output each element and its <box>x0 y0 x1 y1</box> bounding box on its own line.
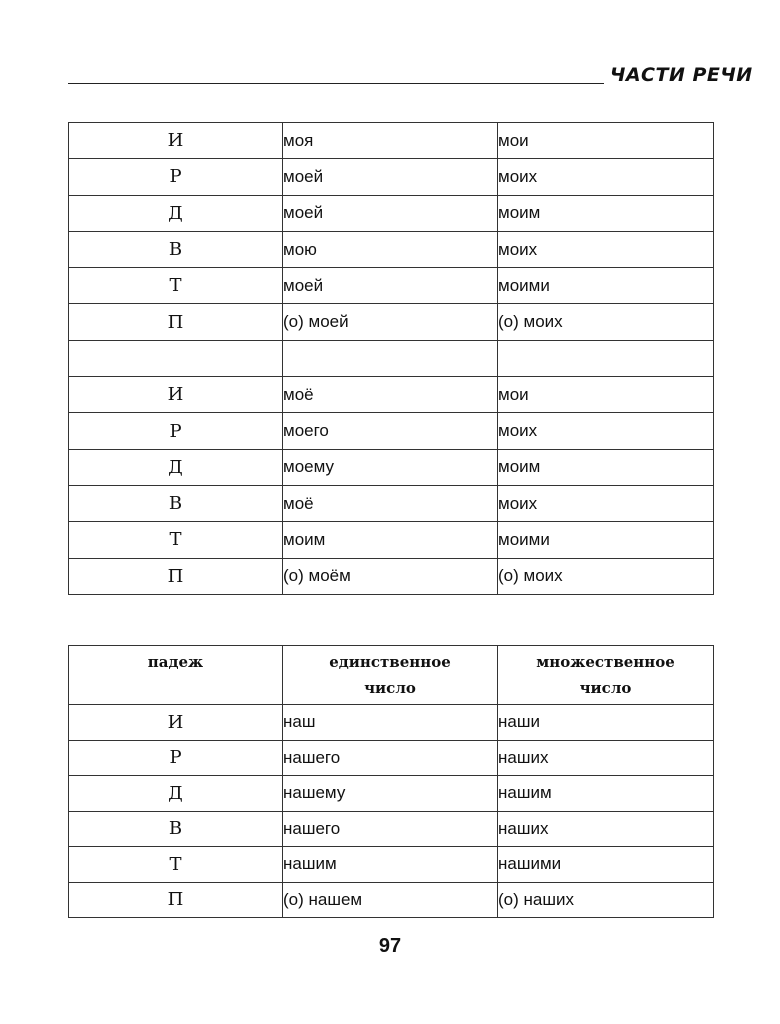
pronoun-moy-declension-table <box>68 122 714 595</box>
plural-cell: наши <box>498 705 714 741</box>
table-row <box>69 123 714 159</box>
singular-cell <box>283 340 498 376</box>
column-header-singular <box>283 646 498 705</box>
singular-cell: моей <box>283 195 498 231</box>
case-cell: П <box>69 304 283 340</box>
table-row <box>69 413 714 449</box>
table-row <box>69 159 714 195</box>
plural-cell: моих <box>498 413 714 449</box>
column-header-plural <box>498 646 714 705</box>
plural-cell <box>498 340 714 376</box>
plural-cell: моих <box>498 231 714 267</box>
singular-cell: (о) моём <box>283 558 498 594</box>
singular-cell: моему <box>283 449 498 485</box>
case-cell: И <box>69 705 283 741</box>
section-title: ЧАСТИ РЕЧИ <box>610 64 753 86</box>
case-cell <box>69 340 283 376</box>
case-cell: Р <box>69 413 283 449</box>
plural-cell: моих <box>498 485 714 521</box>
singular-cell: моя <box>283 123 498 159</box>
column-header-case-label: падеж <box>147 653 204 671</box>
plural-cell: моих <box>498 159 714 195</box>
case-cell: Д <box>69 449 283 485</box>
table-row <box>69 195 714 231</box>
plural-cell: (о) моих <box>498 558 714 594</box>
column-header-singular-line2: число <box>364 679 416 697</box>
plural-cell: мои <box>498 123 714 159</box>
case-cell: Т <box>69 522 283 558</box>
singular-cell: нашего <box>283 811 498 847</box>
singular-cell: моей <box>283 159 498 195</box>
case-cell: П <box>69 882 283 918</box>
case-cell: П <box>69 558 283 594</box>
plural-cell: моими <box>498 268 714 304</box>
table-row <box>69 847 714 883</box>
case-cell: Д <box>69 776 283 812</box>
table-row <box>69 304 714 340</box>
singular-cell: моего <box>283 413 498 449</box>
singular-cell: мою <box>283 231 498 267</box>
plural-cell: (о) моих <box>498 304 714 340</box>
plural-cell: нашими <box>498 847 714 883</box>
singular-cell: моей <box>283 268 498 304</box>
column-header-plural-line2: число <box>579 679 632 697</box>
empty-separator-row <box>69 340 714 376</box>
singular-cell: моё <box>283 485 498 521</box>
table-row <box>69 449 714 485</box>
singular-cell: наш <box>283 705 498 741</box>
case-cell: Р <box>69 159 283 195</box>
column-header-case <box>69 646 283 705</box>
case-cell: Т <box>69 847 283 883</box>
column-header-plural-line1: множественное <box>536 653 675 671</box>
plural-cell: моим <box>498 449 714 485</box>
plural-cell: мои <box>498 377 714 413</box>
case-cell: В <box>69 485 283 521</box>
table-row <box>69 268 714 304</box>
case-cell: И <box>69 377 283 413</box>
plural-cell: моими <box>498 522 714 558</box>
plural-cell: (о) наших <box>498 882 714 918</box>
case-cell: Д <box>69 195 283 231</box>
plural-cell: нашим <box>498 776 714 812</box>
singular-cell: (о) моей <box>283 304 498 340</box>
table-row <box>69 705 714 741</box>
pronoun-nash-declension-table <box>68 645 714 918</box>
table-row <box>69 231 714 267</box>
column-header-case-spacer <box>69 675 282 701</box>
table-row <box>69 776 714 812</box>
plural-cell: наших <box>498 811 714 847</box>
singular-cell: моим <box>283 522 498 558</box>
header-rule <box>68 83 604 84</box>
table-row <box>69 811 714 847</box>
table-row <box>69 522 714 558</box>
case-cell: Т <box>69 268 283 304</box>
page-number: 97 <box>378 935 402 957</box>
singular-cell: (о) нашем <box>283 882 498 918</box>
singular-cell: нашего <box>283 740 498 776</box>
table-row <box>69 377 714 413</box>
singular-cell: моё <box>283 377 498 413</box>
table-row <box>69 485 714 521</box>
column-header-singular-line1: единственное <box>329 653 451 671</box>
case-cell: В <box>69 231 283 267</box>
table-header-row <box>69 646 714 705</box>
singular-cell: нашему <box>283 776 498 812</box>
case-cell: Р <box>69 740 283 776</box>
singular-cell: нашим <box>283 847 498 883</box>
plural-cell: наших <box>498 740 714 776</box>
table-row <box>69 740 714 776</box>
plural-cell: моим <box>498 195 714 231</box>
case-cell: И <box>69 123 283 159</box>
table-row <box>69 882 714 918</box>
case-cell: В <box>69 811 283 847</box>
table-row <box>69 558 714 594</box>
